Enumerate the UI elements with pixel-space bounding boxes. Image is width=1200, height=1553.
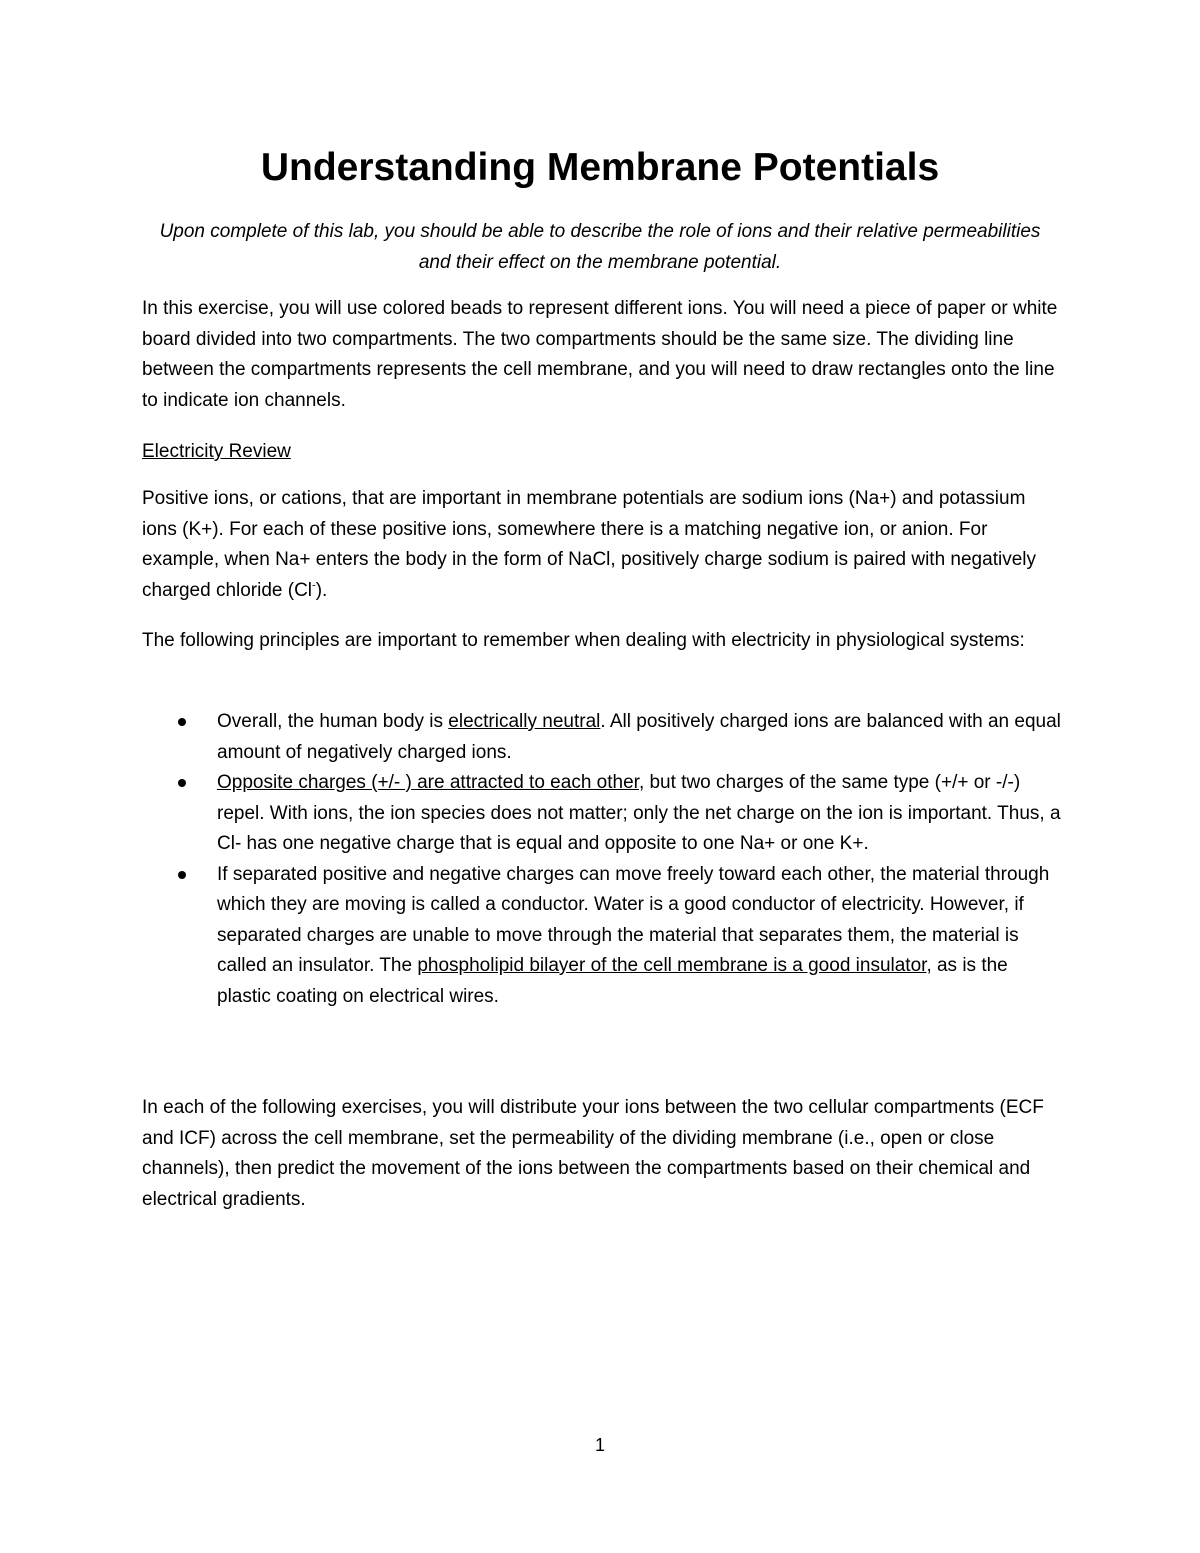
bullet-icon [178, 718, 186, 726]
principles-intro: The following principles are important to remember when dealing with electricity in physiological systems: [142, 630, 1025, 651]
bullet-icon [178, 871, 186, 879]
principle-item [142, 860, 1062, 1013]
principle-text: Overall, the human body is [217, 711, 449, 732]
bullet-icon [178, 779, 186, 787]
principle-text: . All positively charged ions are balanced with an equal amount of negatively charged ions. [217, 711, 1061, 763]
closing-paragraph: In each of the following exercises, you will distribute your ions between the two cellular compartments (ECF and ICF) across the cell membrane, set the permeability of the dividing membrane (i.e., open or close channels), then predict the movement of the ions between the compartments based on their chemical and electrical gradients. [142, 1097, 1044, 1210]
chloride-charge-superscript: - [312, 579, 316, 592]
objective-line-1: Upon complete of this lab, you should be able to describe the role of ions and their relative permeabilities [159, 221, 1041, 242]
cations-paragraph [142, 484, 1062, 606]
principle-emphasis: Opposite charges (+/- ) are attracted to each other [217, 772, 639, 793]
principles-list [142, 707, 1062, 1012]
principle-emphasis: electrically neutral [448, 711, 601, 732]
principle-emphasis: phospholipid bilayer of the cell membrane is a good insulator [417, 955, 927, 976]
principle-item [142, 707, 1062, 768]
principle-text: , but two charges of the same type (+/+ or -/-) repel. With ions, the ion species does not matter; only the net charge on the ion is important. Thus, a Cl- has one negative charge that is equal and opposite to one Na+ or one K+. [217, 772, 1061, 854]
intro-paragraph: In this exercise, you will use colored beads to represent different ions. You will need a piece of paper or white board divided into two compartments. The two compartments should be the same size. The dividing line between the compartments represents the cell membrane, and you will need to draw rectangles onto the line to indicate ion channels. [142, 298, 1058, 411]
cations-text-end: ). [315, 579, 328, 601]
section-heading: Electricity Review [142, 441, 291, 462]
objective-line-2: and their effect on the membrane potential. [418, 252, 782, 273]
learning-objective [130, 216, 1070, 278]
cations-text: Positive ions, or cations, that are important in membrane potentials are sodium ions (Na+) and potassium ions (K+). For each of these positive ions, somewhere there is a matching negative ion, or anion. For example, when Na+ enters the body in the form of NaCl, positively charge sodium is paired with negatively charged chloride (Cl [142, 488, 1036, 601]
principle-item [142, 768, 1062, 860]
page-number: 1 [594, 1435, 605, 1455]
principle-text: , as is the plastic coating on electrical wires. [217, 955, 1008, 1007]
document-title: Understanding Membrane Potentials [260, 146, 940, 189]
principle-text: If separated positive and negative charges can move freely toward each other, the material through which they are moving is called a conductor. Water is a good conductor of electricity. However, if separated charges are unable to move through the material that separates them, the material is called an insulator. The [217, 863, 1050, 976]
